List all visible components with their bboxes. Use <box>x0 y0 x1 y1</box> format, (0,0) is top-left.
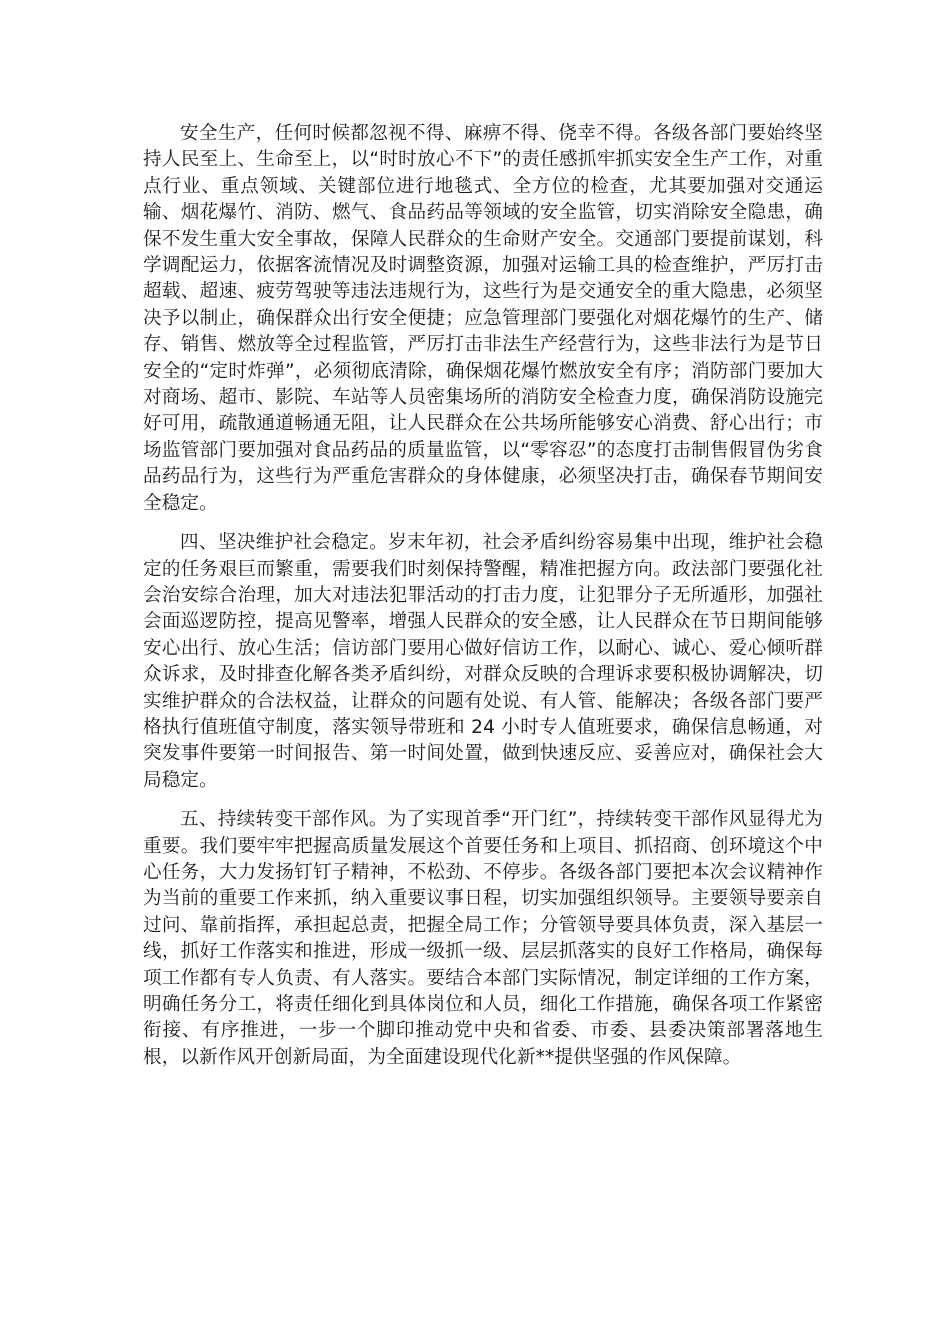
body-paragraph-work-style: 五、持续转变干部作风。为了实现首季“开门红”，持续转变干部作风显得尤为重要。我们要牢牢把握高质量发展这个首要任务和上项目、抓招商、创环境这个中心任务，大力发扬钉钉子精神，不松劲、不停步。各级各部门要把本次会议精神作为当前的重要工作来抓，纳入重要议事日程，切实加强组织领导。主要领导要亲自过问、靠前指挥，承担起总责，把握全局工作；分管领导要具体负责，深入基层一线，抓好工作落实和推进，形成一级抓一级、层层抓落实的良好工作格局，确保每项工作都有专人负责、有人落实。要结合本部门实际情况，制定详细的工作方案，明确任务分工，将责任细化到具体岗位和人员，细化工作措施，确保各项工作紧密衔接、有序推进，一步一个脚印推动党中央和省委、市委、县委决策部署落地生根，以新作风开创新局面，为全面建设现代化新**提供坚强的作风保障。 <box>143 809 823 1068</box>
body-paragraph-stability: 四、坚决维护社会稳定。岁末年初，社会矛盾纠纷容易集中出现，维护社会稳定的任务艰巨而繁重，需要我们时刻保持警醒，精准把握方向。政法部门要强化社会治安综合治理，加大对违法犯罪活动的打击力度，让犯罪分子无所遁形，加强社会面巡逻防控，提高见警率，增强人民群众的安全感，让人民群众在节日期间能够安心出行、放心生活；信访部门要用心做好信访工作，以耐心、诚心、爱心倾听群众诉求，及时排查化解各类矛盾纠纷，对群众反映的合理诉求要积极协调解决，切实维护群众的合法权益，让群众的问题有处说、有人管、能解决；各级各部门要严格执行值班值守制度，落实领导带班和 24 小时专人值班要求，确保信息畅通，对突发事件要第一时间报告、第一时间处置，做到快速反应、妥善应对，确保社会大局稳定。 <box>143 532 823 791</box>
body-paragraph-safety: 安全生产，任何时候都忽视不得、麻痹不得、侥幸不得。各级各部门要始终坚持人民至上、生命至上，以“时时放心不下”的责任感抓牢抓实安全生产工作，对重点行业、重点领域、关键部位进行地毯式、全方位的检查，尤其要加强对交通运输、烟花爆竹、消防、燃气、食品药品等领域的安全监管，切实消除安全隐患，确保不发生重大安全事故，保障人民群众的生命财产安全。交通部门要提前谋划，科学调配运力，依据客流情况及时调整资源，加强对运输工具的检查维护，严厉打击超载、超速、疲劳驾驶等违法违规行为，这些行为是交通安全的重大隐患，必须坚决予以制止，确保群众出行安全便捷；应急管理部门要强化对烟花爆竹的生产、储存、销售、燃放等全过程监管，严厉打击非法生产经营行为，这些非法行为是节日安全的“定时炸弹”，必须彻底清除，确保烟花爆竹燃放安全有序；消防部门要加大对商场、超市、影院、车站等人员密集场所的消防安全检查力度，确保消防设施完好可用，疏散通道畅通无阻，让人民群众在公共场所能够安心消费、舒心出行；市场监管部门要加强对食品药品的质量监管，以“零容忍”的态度打击制售假冒伪劣食品药品行为，这些行为严重危害群众的身体健康，必须坚决打击，确保春节期间安全稳定。 <box>143 123 823 514</box>
document-page <box>143 121 823 1084</box>
